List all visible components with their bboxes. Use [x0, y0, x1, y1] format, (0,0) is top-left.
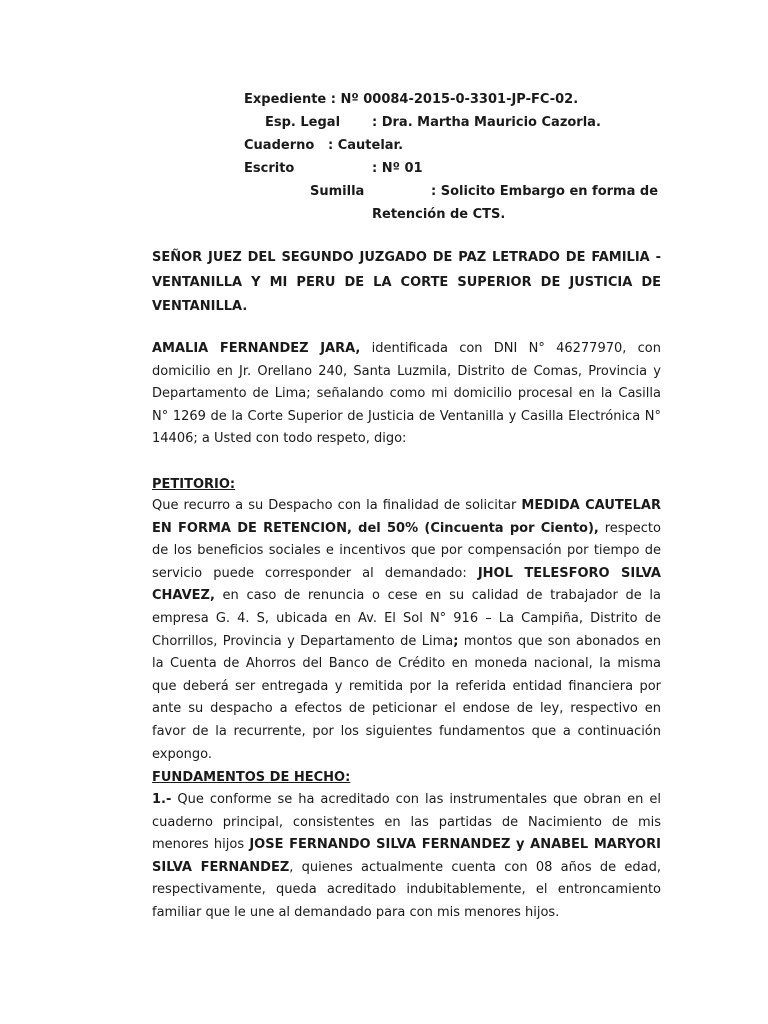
esp-legal-value: : Dra. Martha Mauricio Cazorla. — [372, 115, 601, 130]
escrito-value: : Nº 01 — [372, 161, 423, 176]
sumilla-value: : Solicito Embargo en forma de — [431, 184, 659, 199]
addressee: SEÑOR JUEZ DEL SEGUNDO JUZGADO DE PAZ LETRADO DE FAMILIA - VENTANILLA Y MI PERU DE LA CORTE SUPERIOR DE JUSTICIA DE VENTANILLA. — [152, 250, 661, 314]
petitorio-paragraph — [152, 495, 661, 766]
esp-legal-label: Esp. Legal — [265, 115, 341, 130]
defendant-name: JHOL TELESFORO SILVA CHAVEZ, — [152, 565, 661, 604]
fundamento-number-1: 1.- — [152, 792, 172, 807]
cuaderno-value: : Cautelar. — [328, 138, 404, 153]
petitorio-semicolon: ; — [453, 633, 459, 649]
fundamento-text-2: , quienes actualmente cuenta con 08 años de edad, respectivamente, queda acreditado indubitablemente, el entroncamiento familiar que le une al demandado para con mis menores hijos. — [152, 859, 661, 920]
expediente-line: Expediente : Nº 00084-2015-0-3301-JP-FC-02. — [244, 92, 579, 107]
petitorio-text-2: respecto de los beneficios sociales e incentivos que por compensación por tiempo de servicio puede corresponder al demandado: — [152, 520, 661, 581]
intro-text: identificada con DNI N° 46277970, con domicilio en Jr. Orellano 240, Santa Luzmila, Distrito de Comas, Provincia y Departamento de Lima; señalando como mi domicilio procesal en la Casilla N° 1269 de la Corte Superior de Justicia de Ventanilla y Casilla Electrónica N° 14406; a Usted con todo respeto, digo: — [152, 341, 661, 447]
petitorio-text-1: Que recurro a su Despacho con la finalidad de solicitar — [152, 498, 522, 513]
petitorio-text-3: en caso de renuncia o cese en su calidad de trabajador de la empresa G. 4. S, ubicada en Av. El Sol N° 916 – La Campiña, Distrito de Chorrillos, Provincia y Departamento de Lima — [152, 588, 661, 649]
plaintiff-name: AMALIA FERNANDEZ JARA, — [152, 341, 361, 356]
fundamentos-paragraph-1 — [152, 789, 661, 925]
sumilla-value-cont: Retención de CTS. — [372, 207, 506, 222]
escrito-label: Escrito — [244, 161, 295, 176]
sumilla-label: Sumilla — [310, 184, 365, 199]
petitorio-text-4: montos que son abonados en la Cuenta de Ahorros del Banco de Crédito en moneda nacional, la misma que deberá ser entregada y remitida por la referida entidad financiera por ante su despacho a efectos de peticionar el endose de ley, respectivo en favor de la recurrente, por los siguientes fundamentos que a continuación expongo. — [152, 633, 661, 762]
petitorio-heading: PETITORIO: — [152, 477, 236, 492]
fundamentos-heading: FUNDAMENTOS DE HECHO: — [152, 770, 351, 785]
children-names: JOSE FERNANDO SILVA FERNANDEZ y ANABEL MARYORI SILVA FERNANDEZ — [152, 837, 661, 875]
fundamento-text-1: Que conforme se ha acreditado con las instrumentales que obran en el cuaderno principal, consistentes en las partidas de Nacimiento de mis menores hijos — [152, 792, 661, 853]
intro-paragraph — [152, 338, 661, 451]
cuaderno-label: Cuaderno — [244, 138, 315, 153]
petitorio-measure: MEDIDA CAUTELAR EN FORMA DE RETENCION, del 50% (Cincuenta por Ciento), — [152, 498, 662, 536]
